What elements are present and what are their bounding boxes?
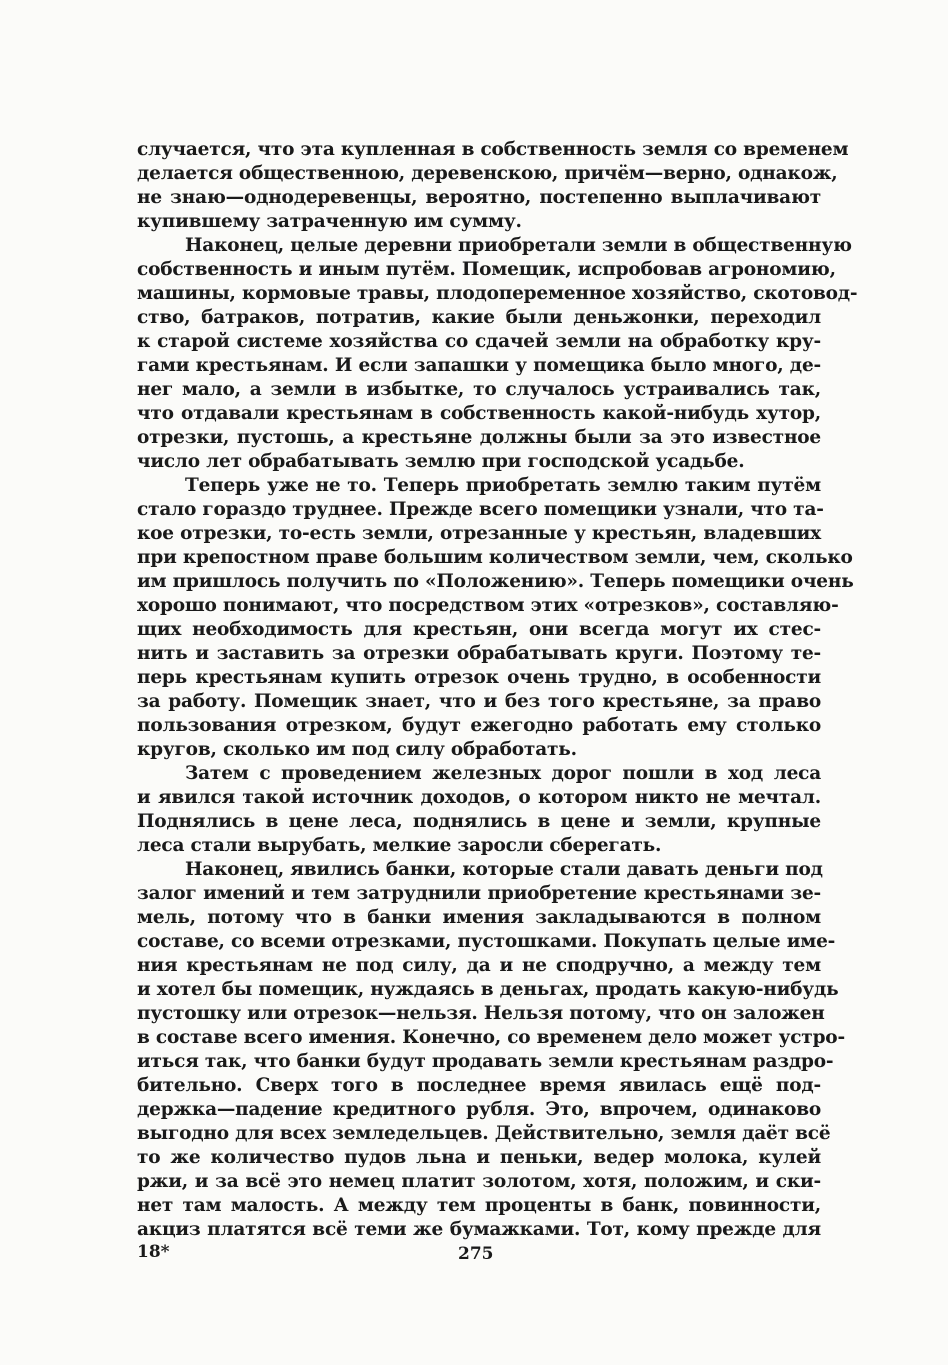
text-line: гами крестьянам. И если запашки у помещика было много, де- — [137, 355, 821, 376]
text-line: пустошку или отрезок—нельзя. Нельзя потому, что он заложен — [137, 1003, 825, 1024]
text-line: перь крестьянам купить отрезок очень трудно, в особенности — [137, 667, 821, 688]
text-line: ство, батраков, потратив, какие были деньжонки, переходил — [137, 307, 821, 328]
text-line: леса стали вырубать, мелкие заросли сберегать. — [137, 835, 662, 856]
text-line: кругов, сколько им под силу обработать. — [137, 739, 577, 760]
text-line: Поднялись в цене леса, поднялись в цене и земли, крупные — [137, 811, 821, 832]
text-line: нег мало, а земли в избытке, то случалось устраивались так, — [137, 379, 821, 400]
text-line: залог имений и тем затруднили приобретение крестьянами зе- — [137, 883, 821, 904]
text-line: пользования отрезком, будут ежегодно работать ему столько — [137, 715, 821, 736]
text-line: купившему затраченную им сумму. — [137, 211, 522, 232]
text-line: Наконец, явились банки, которые стали давать деньги под — [185, 859, 823, 880]
text-line: держка—падение кредитного рубля. Это, впрочем, одинаково — [137, 1099, 821, 1120]
text-line: машины, кормовые травы, плодопеременное хозяйство, скотовод- — [137, 283, 858, 304]
text-line: мель, потому что в банки имения закладываются в полном — [137, 907, 821, 928]
text-line: ржи, и за всё это немец платит золотом, хотя, положим, и ски- — [137, 1171, 821, 1192]
text-line: акциз платятся всё теми же бумажками. Тот, кому прежде для — [137, 1219, 821, 1240]
text-line: Теперь уже не то. Теперь приобретать землю таким путём — [185, 475, 821, 496]
text-line: иться так, что банки будут продавать земли крестьянам раздро- — [137, 1051, 834, 1072]
text-line: бительно. Сверх того в последнее время явилась ещё под- — [137, 1075, 821, 1096]
text-line: за работу. Помещик знает, что и без того крестьяне, за право — [137, 691, 821, 712]
text-line: при крепостном праве большим количеством земли, чем, сколько — [137, 547, 853, 568]
text-line: и явился такой источник доходов, о котором никто не мечтал. — [137, 787, 821, 808]
printer-signature-mark: 18* — [137, 1242, 170, 1262]
text-line: ния крестьянам не под силу, да и не сподручно, а между тем — [137, 955, 821, 976]
text-line: что отдавали крестьянам в собственность какой-нибудь хутор, — [137, 403, 821, 424]
text-line: делается общественною, деревенскою, причём—верно, однакож, — [137, 163, 838, 184]
text-line: то же количество пудов льна и пеньки, ведер молока, кулей — [137, 1147, 821, 1168]
text-line: в составе всего имения. Конечно, со временем дело может устро- — [137, 1027, 845, 1048]
text-line: выгодно для всех земледельцев. Действительно, земля даёт всё — [137, 1123, 831, 1144]
text-line: к старой системе хозяйства со сдачей земли на обработку кру- — [137, 331, 821, 352]
text-line: нить и заставить за отрезки обрабатывать круги. Поэтому те- — [137, 643, 821, 664]
text-line: и хотел бы помещик, нуждаясь в деньгах, продать какую-нибудь — [137, 979, 839, 1000]
text-line: Наконец, целые деревни приобретали земли в общественную — [185, 235, 852, 256]
text-line: им пришлось получить по «Положению». Теперь помещики очень — [137, 571, 854, 592]
text-line: составе, со всеми отрезками, пустошками. Покупать целые име- — [137, 931, 836, 952]
text-line: хорошо понимают, что посредством этих «отрезков», составляю- — [137, 595, 839, 616]
text-line: Затем с проведением железных дорог пошли в ход леса — [185, 763, 821, 784]
text-line: отрезки, пустошь, а крестьяне должны были за это известное — [137, 427, 821, 448]
text-line: щих необходимость для крестьян, они всегда могут их стес- — [137, 619, 821, 640]
text-line: стало гораздо труднее. Прежде всего помещики узнали, что та- — [137, 499, 824, 520]
page-number: 275 — [458, 1244, 494, 1264]
text-line: не знаю—однодеревенцы, вероятно, постепенно выплачивают — [137, 187, 821, 208]
text-line: собственность и иным путём. Помещик, испробовав агрономию, — [137, 259, 836, 280]
text-line: случается, что эта купленная в собственность земля со временем — [137, 139, 849, 160]
text-line: нет там малость. А между тем проценты в банк, повинности, — [137, 1195, 821, 1216]
text-line: кое отрезки, то-есть земли, отрезанные у крестьян, владевших — [137, 523, 821, 544]
body-text — [137, 138, 858, 1242]
text-line: число лет обрабатывать землю при господской усадьбе. — [137, 451, 745, 472]
